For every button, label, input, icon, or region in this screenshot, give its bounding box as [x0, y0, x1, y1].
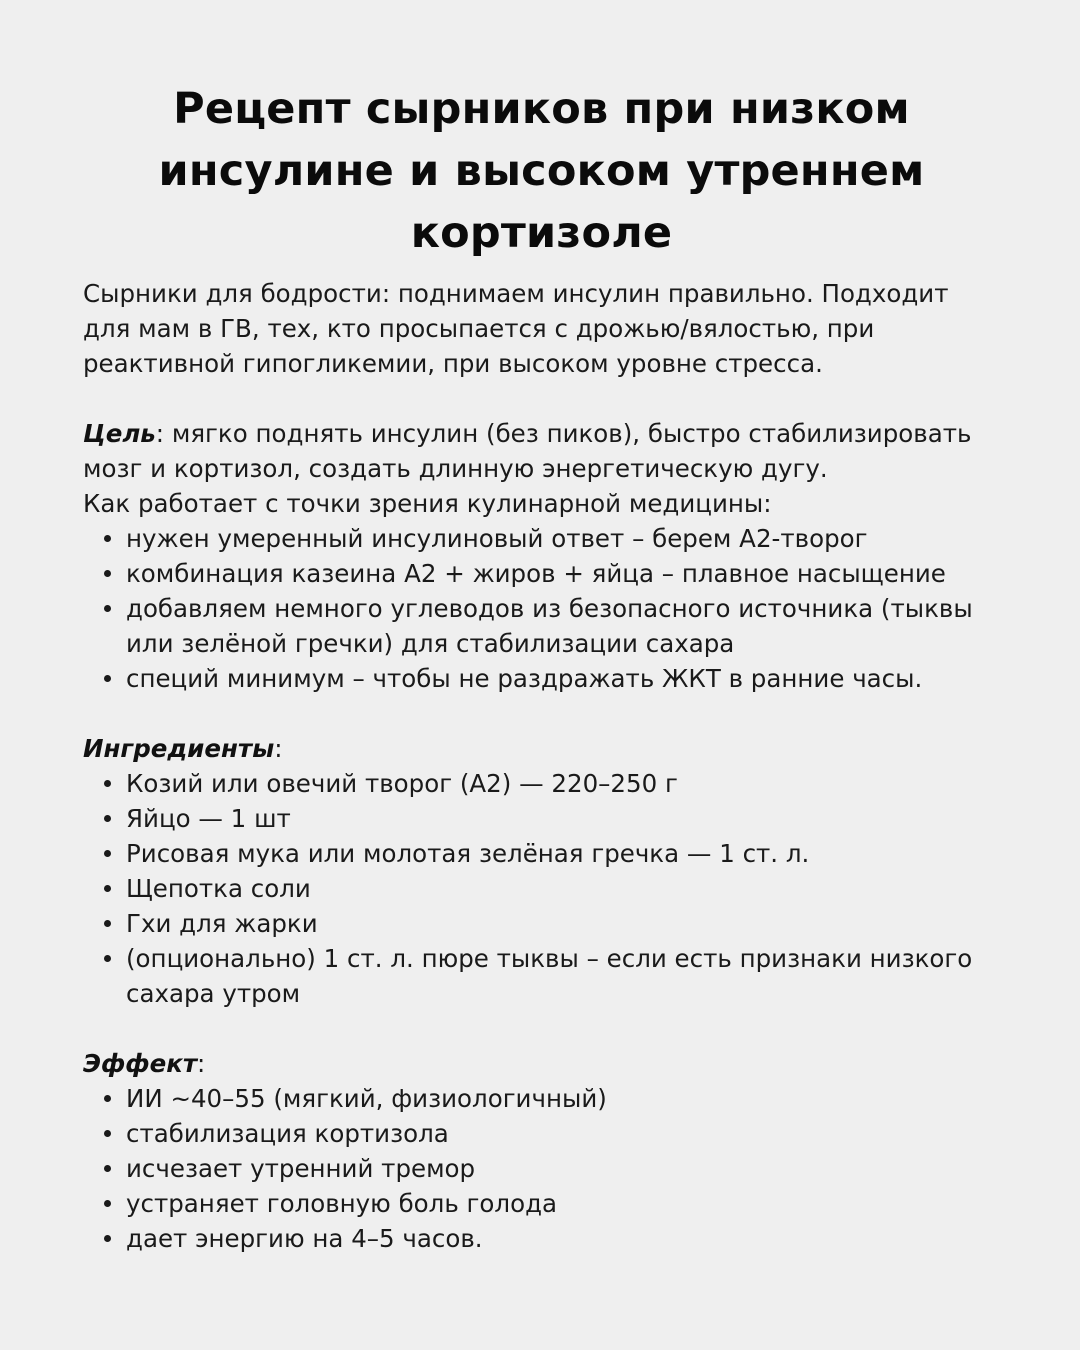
list-item: добавляем немного углеводов из безопасного источника (тыквы или зелёной гречки) для стабилизации сахара [126, 591, 1000, 661]
how-it-works-list [83, 521, 1000, 696]
list-item: (опционально) 1 ст. л. пюре тыквы – если есть признаки низкого сахара утром [126, 941, 1000, 1011]
goal-label: Цель [83, 419, 156, 448]
list-item: Щепотка соли [126, 871, 1000, 906]
effect-list [83, 1081, 1000, 1256]
content [83, 276, 1000, 1256]
goal-text: : мягко поднять инсулин (без пиков), быстро стабилизировать мозг и кортизол, создать длинную энергетическую дугу. [83, 419, 972, 483]
effect-heading [83, 1046, 1000, 1081]
list-item: ИИ ~40–55 (мягкий, физиологичный) [126, 1081, 1000, 1116]
list-item: Рисовая мука или молотая зелёная гречка — 1 ст. л. [126, 836, 1000, 871]
effect-label: Эффект [83, 1049, 198, 1078]
ingredients-heading [83, 731, 1000, 766]
goal-paragraph [83, 416, 1000, 486]
effect-colon: : [197, 1049, 206, 1078]
list-item: исчезает утренний тремор [126, 1151, 1000, 1186]
list-item: стабилизация кортизола [126, 1116, 1000, 1151]
list-item: нужен умеренный инсулиновый ответ – берем А2-творог [126, 521, 1000, 556]
ingredients-colon: : [274, 734, 283, 763]
section-spacer [83, 1011, 1000, 1046]
list-item: Яйцо — 1 шт [126, 801, 1000, 836]
page-title: Рецепт сырников при низком инсулине и высоком утреннем кортизоле [158, 84, 925, 258]
section-spacer [83, 696, 1000, 731]
list-item: специй минимум – чтобы не раздражать ЖКТ в ранние часы. [126, 661, 1000, 696]
how-it-works-heading: Как работает с точки зрения кулинарной медицины: [83, 489, 772, 518]
ingredients-label: Ингредиенты [83, 734, 275, 763]
list-item: комбинация казеина А2 + жиров + яйца – плавное насыщение [126, 556, 1000, 591]
list-item: Гхи для жарки [126, 906, 1000, 941]
list-item: Козий или овечий творог (А2) — 220–250 г [126, 766, 1000, 801]
ingredients-list [83, 766, 1000, 1011]
list-item: дает энергию на 4–5 часов. [126, 1221, 1000, 1256]
intro-paragraph: Сырники для бодрости: поднимаем инсулин правильно. Подходит для мам в ГВ, тех, кто просыпается с дрожью/вялостью, при реактивной гипогликемии, при высоком уровне стресса. [83, 279, 949, 378]
list-item: устраняет головную боль голода [126, 1186, 1000, 1221]
section-spacer [83, 381, 1000, 416]
